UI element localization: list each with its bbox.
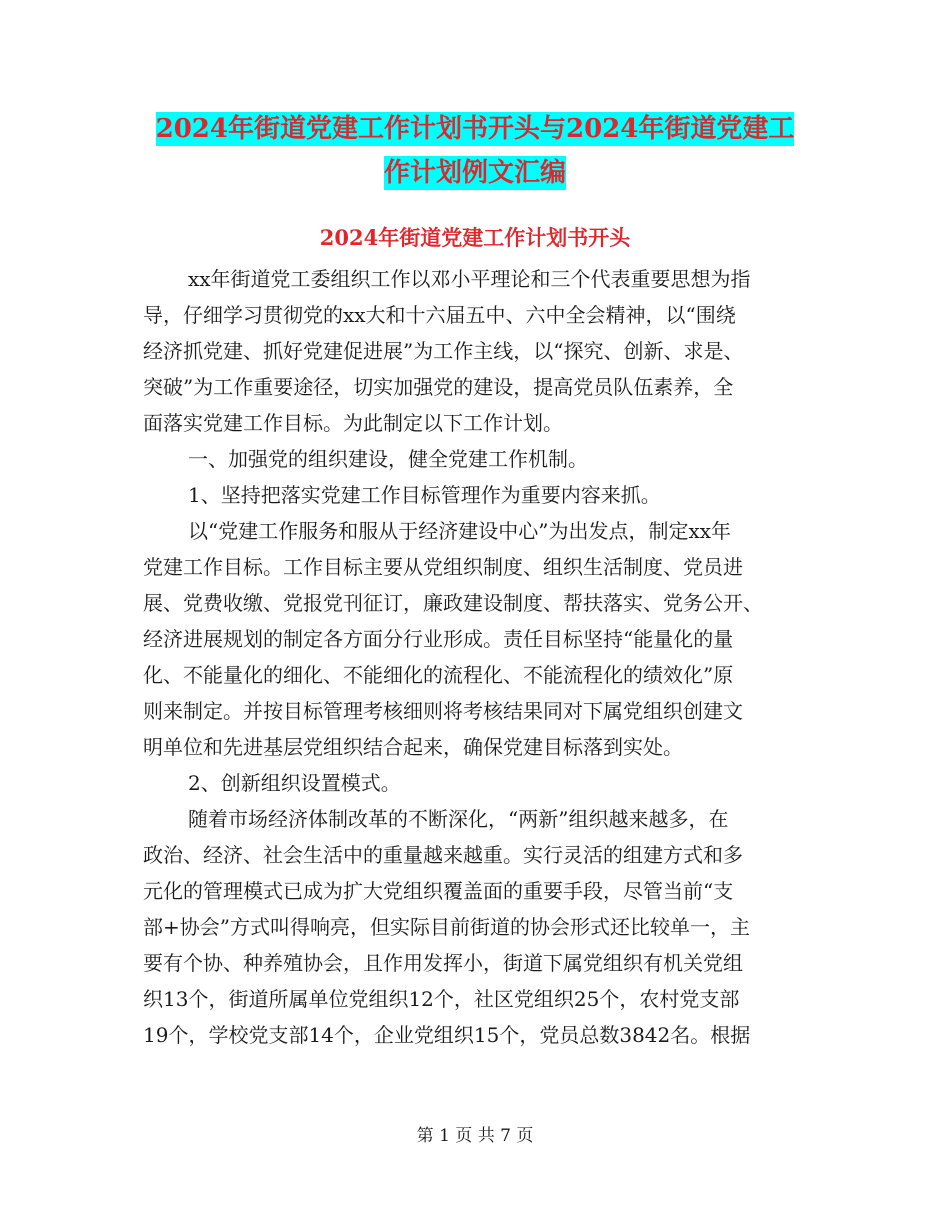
body-line: 展、党费收缴、党报党刊征订，廉政建设制度、帮扶落实、党务公开、 xyxy=(143,591,763,615)
section-heading: 2024年街道党建工作计划书开头 xyxy=(319,225,631,250)
body-line: 化、不能量化的细化、不能细化的流程化、不能流程化的绩效化”原 xyxy=(143,663,734,687)
body-line: 党建工作目标。工作目标主要从党组织制度、组织生活制度、党员进 xyxy=(143,555,743,579)
body-line: 织13个，街道所属单位党组织12个，社区党组织25个，农村党支部 xyxy=(143,987,740,1011)
body-line: 则来制定。并按目标管理考核细则将考核结果同对下属党组织创建文 xyxy=(143,699,743,723)
body-line: 导，仔细学习贯彻党的xx大和十六届五中、六中全会精神，以“围绕 xyxy=(143,303,736,327)
body-line: 政治、经济、社会生活中的重量越来越重。实行灵活的组建方式和多 xyxy=(143,843,743,867)
body-line: 经济进展规划的制定各方面分行业形成。责任目标坚持“能量化的量 xyxy=(143,627,734,651)
body-line: 以“党建工作服务和服从于经济建设中心”为出发点，制定xx年 xyxy=(188,519,732,543)
body-line: 面落实党建工作目标。为此制定以下工作计划。 xyxy=(143,411,563,435)
body-line: 2、创新组织设置模式。 xyxy=(188,771,401,795)
body-line: xx年街道党工委组织工作以邓小平理论和三个代表重要思想为指 xyxy=(188,267,751,291)
body-line: 元化的管理模式已成为扩大党组织覆盖面的重要手段，尽管当前“支 xyxy=(143,879,734,903)
body-line: 明单位和先进基层党组织结合起来，确保党建目标落到实处。 xyxy=(143,735,683,759)
body-line: 经济抓党建、抓好党建促进展”为工作主线，以“探究、创新、求是、 xyxy=(143,339,744,363)
body-line: 一、加强党的组织建设，健全党建工作机制。 xyxy=(188,447,588,471)
document-title-line-2 xyxy=(0,156,950,190)
page-number-footer: 第 1 页 共 7 页 xyxy=(416,1126,534,1146)
title-highlight-1: 2024年街道党建工作计划书开头与2024年街道党建工 xyxy=(155,114,795,144)
body-line: 随着市场经济体制改革的不断深化，“两新”组织越来越多，在 xyxy=(188,807,729,831)
body-line: 突破”为工作重要途径，切实加强党的建设，提高党员队伍素养，全 xyxy=(143,375,734,399)
body-line: 部+协会”方式叫得响亮，但实际目前街道的协会形式还比较单一，主 xyxy=(143,915,750,939)
document-title-line-1 xyxy=(0,112,950,146)
body-line: 19个，学校党支部14个，企业党组织15个，党员总数3842名。根据 xyxy=(143,1023,751,1047)
title-highlight-2: 作计划例文汇编 xyxy=(383,158,566,188)
body-line: 要有个协、种养殖协会，且作用发挥小，街道下属党组织有机关党组 xyxy=(143,951,743,975)
body-line: 1、坚持把落实党建工作目标管理作为重要内容来抓。 xyxy=(188,483,661,507)
